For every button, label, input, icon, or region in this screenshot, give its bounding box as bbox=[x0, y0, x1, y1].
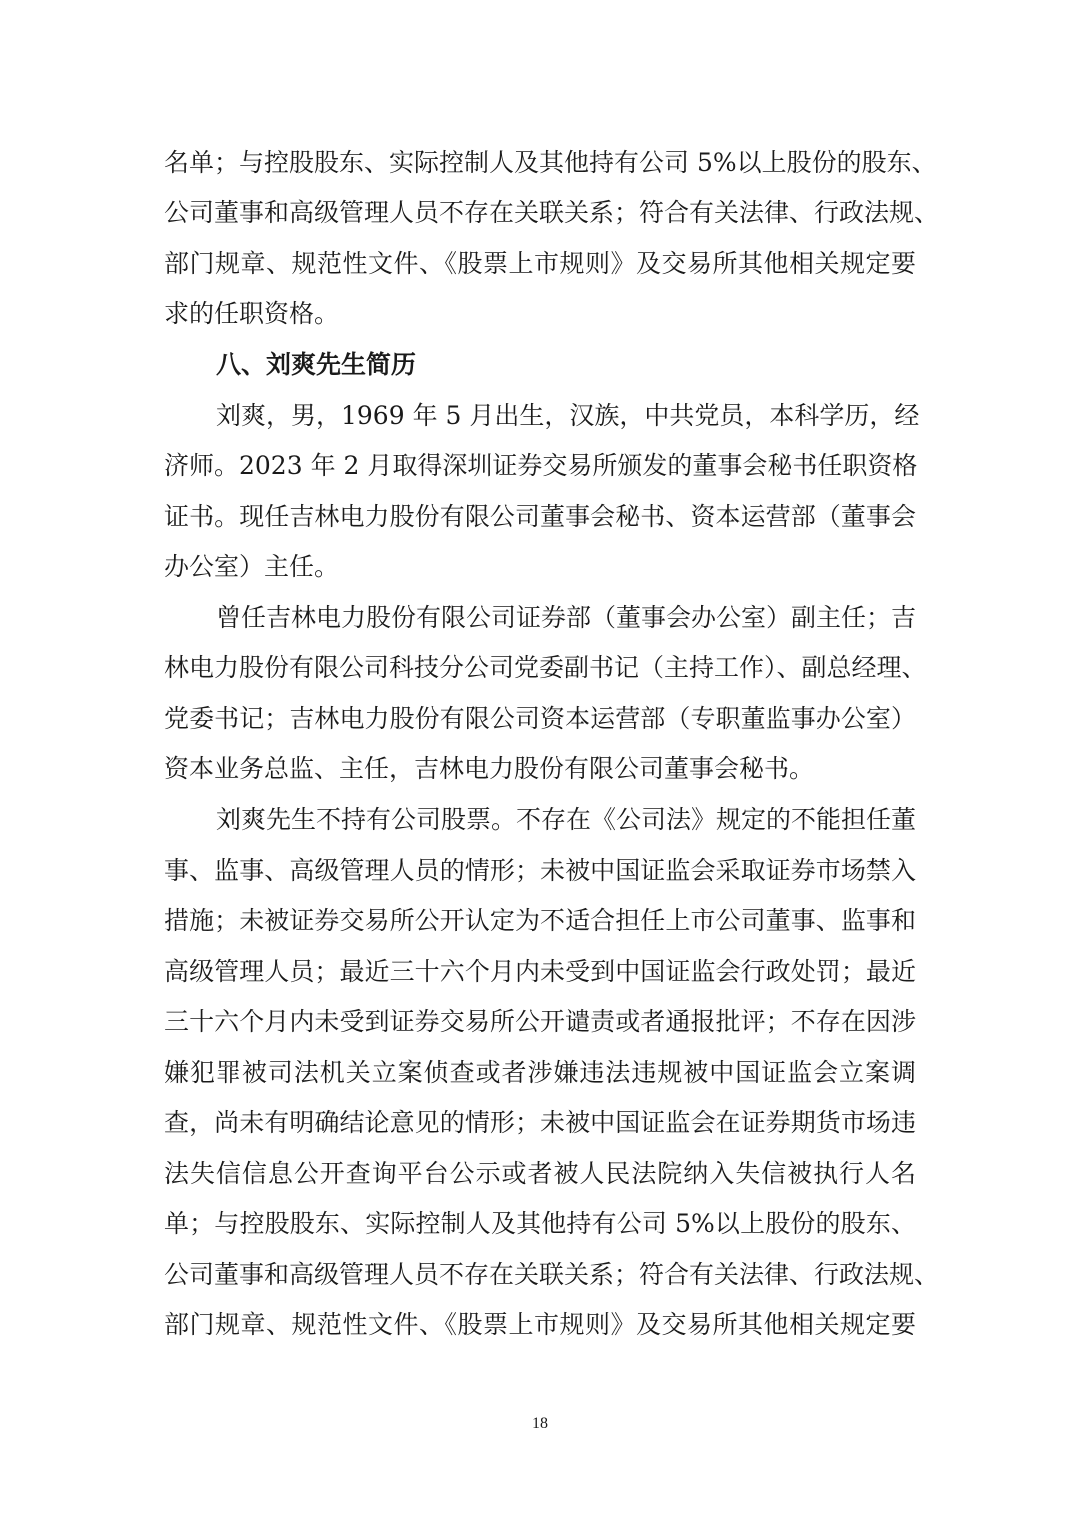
text-line: 资本业务总监、主任，吉林电力股份有限公司董事会秘书。 bbox=[164, 754, 815, 783]
text-line: 查，尚未有明确结论意见的情形；未被中国证监会在证券期货市场违 bbox=[164, 1108, 916, 1137]
text-line: 刘爽先生不持有公司股票。不存在《公司法》规定的不能担任董 bbox=[216, 805, 917, 834]
text-line: 党委书记；吉林电力股份有限公司资本运营部（专职董监事办公室） bbox=[164, 704, 916, 733]
text-line: 办公室）主任。 bbox=[164, 552, 340, 581]
section-heading: 八、刘爽先生简历 bbox=[216, 350, 417, 379]
text-line: 单；与控股股东、实际控制人及其他持有公司 5%以上股份的股东、 bbox=[164, 1209, 916, 1238]
text-line: 名单；与控股股东、实际控制人及其他持有公司 5%以上股份的股东、 bbox=[164, 148, 937, 177]
text-line: 求的任职资格。 bbox=[164, 299, 340, 328]
text-line: 证书。现任吉林电力股份有限公司董事会秘书、资本运营部（董事会 bbox=[164, 502, 916, 531]
text-line: 法失信信息公开查询平台公示或者被人民法院纳入失信被执行人名 bbox=[164, 1159, 916, 1188]
text-line: 嫌犯罪被司法机关立案侦查或者涉嫌违法违规被中国证监会立案调 bbox=[164, 1058, 916, 1087]
text-line: 公司董事和高级管理人员不存在关联关系；符合有关法律、行政法规、 bbox=[164, 198, 940, 227]
page-number: 18 bbox=[532, 1415, 548, 1432]
text-line: 高级管理人员；最近三十六个月内未受到中国证监会行政处罚；最近 bbox=[164, 957, 916, 986]
text-line: 部门规章、规范性文件、《股票上市规则》及交易所其他相关规定要 bbox=[164, 249, 916, 278]
text-line: 济师。2023 年 2 月取得深圳证券交易所颁发的董事会秘书任职资格 bbox=[164, 451, 918, 480]
text-line: 事、监事、高级管理人员的情形；未被中国证监会采取证券市场禁入 bbox=[164, 856, 916, 885]
text-line: 三十六个月内未受到证券交易所公开谴责或者通报批评；不存在因涉 bbox=[164, 1007, 916, 1036]
text-line: 措施；未被证券交易所公开认定为不适合担任上市公司董事、监事和 bbox=[164, 906, 916, 935]
text-line: 公司董事和高级管理人员不存在关联关系；符合有关法律、行政法规、 bbox=[164, 1260, 940, 1289]
text-line: 刘爽，男，1969 年 5 月出生，汉族，中共党员，本科学历，经 bbox=[216, 401, 920, 430]
text-line: 林电力股份有限公司科技分公司党委副书记（主持工作）、副总经理、 bbox=[164, 653, 927, 682]
text-line: 曾任吉林电力股份有限公司证券部（董事会办公室）副主任；吉 bbox=[216, 603, 917, 632]
text-line: 部门规章、规范性文件、《股票上市规则》及交易所其他相关规定要 bbox=[164, 1310, 916, 1339]
